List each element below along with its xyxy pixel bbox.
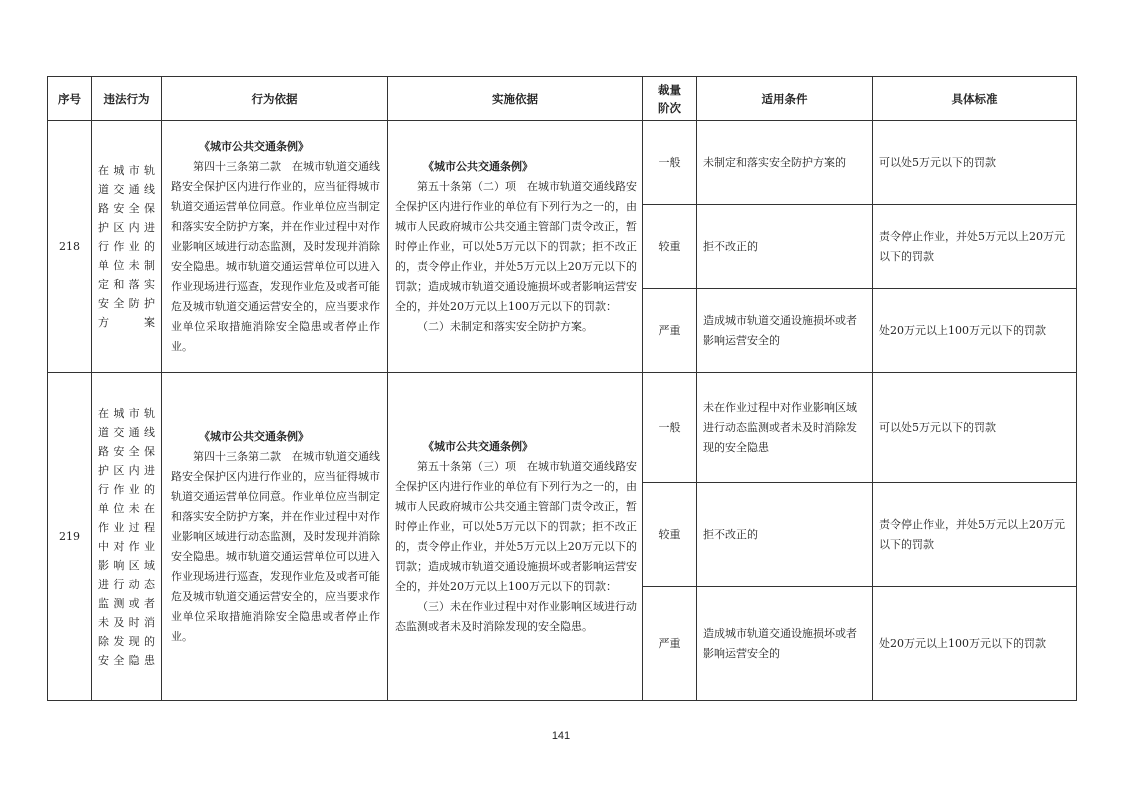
header-level-line2: 阶次	[658, 100, 681, 115]
table-body	[48, 121, 1077, 701]
impl-basis-cell	[388, 373, 643, 701]
act-basis-law: 《城市公共交通条例》	[199, 429, 309, 443]
violation-line: 道交通线	[98, 425, 155, 439]
violation-line: 作业过程	[98, 520, 155, 534]
standard-cell: 责令停止作业，并处5万元以上20万元以下的罚款	[873, 205, 1077, 289]
header-level	[643, 77, 697, 121]
violation-line: 定和落实	[98, 278, 155, 291]
violation-line: 路安全保	[98, 444, 155, 458]
condition-cell: 未在作业过程中对作业影响区域进行动态监测或者未及时消除发现的安全隐患	[697, 373, 873, 483]
violation-line: 道交通线	[98, 183, 155, 196]
violation-line: 路安全保	[98, 202, 155, 215]
level-cell: 一般	[643, 121, 697, 205]
header-condition: 适用条件	[697, 77, 873, 121]
header-violation: 违法行为	[92, 77, 162, 121]
violation-line: 安全防护	[98, 297, 155, 310]
level-cell: 一般	[643, 373, 697, 483]
standard-cell: 处20万元以上100万元以下的罚款	[873, 587, 1077, 701]
level-cell: 严重	[643, 289, 697, 373]
impl-basis-cell	[388, 121, 643, 373]
impl-basis-text: 第五十条第（三）项 在城市轨道交通线路安全保护区内进行作业的单位有下列行为之一的，由城市人民政府城市公共交通主管部门责令改正，暂时停止作业，可以处5万元以下的罚款；拒不改正的，责令停止作业，并处5万元以上20万元以下的罚款；造成城市轨道交通设施损坏或者影响运营安全的，并处20万元以上100万元以下的罚款：	[395, 459, 637, 593]
violation-line: 方案	[98, 316, 155, 329]
violation-line: 未及时消	[98, 615, 155, 629]
row-number: 219	[48, 373, 92, 701]
violation-line: 护区内进	[98, 463, 155, 477]
header-level-line1: 裁量	[658, 82, 681, 97]
act-basis-law: 《城市公共交通条例》	[199, 139, 309, 153]
violation-line: 监测或者	[98, 596, 155, 610]
standard-cell: 责令停止作业，并处5万元以上20万元以下的罚款	[873, 483, 1077, 587]
violation-line: 行作业的	[98, 482, 155, 496]
violation-line: 中对作业	[98, 539, 155, 553]
violation-line: 在城市轨	[98, 406, 155, 420]
condition-cell: 未制定和落实安全防护方案的	[697, 121, 873, 205]
violation-line: 单位未制	[98, 259, 155, 272]
header-row	[48, 77, 1077, 121]
impl-basis-law: 《城市公共交通条例》	[423, 159, 533, 173]
violation-line: 除发现的	[98, 634, 155, 648]
violation-line: 护区内进	[98, 221, 155, 234]
header-standard: 具体标准	[873, 77, 1077, 121]
level-cell: 较重	[643, 483, 697, 587]
impl-basis-text: 第五十条第（二）项 在城市轨道交通线路安全保护区内进行作业的单位有下列行为之一的，由城市人民政府城市公共交通主管部门责令改正，暂时停止作业，可以处5万元以下的罚款；拒不改正的，责令停止作业，并处5万元以上20万元以下的罚款；造成城市轨道交通设施损坏或者影响运营安全的，并处20万元以上100万元以下的罚款：	[395, 179, 637, 313]
violation-line: 安全隐患	[98, 653, 155, 667]
level-cell: 较重	[643, 205, 697, 289]
header-no: 序号	[48, 77, 92, 121]
condition-cell: 拒不改正的	[697, 205, 873, 289]
impl-basis-law: 《城市公共交通条例》	[423, 439, 533, 453]
condition-cell: 拒不改正的	[697, 483, 873, 587]
condition-cell: 造成城市轨道交通设施损坏或者影响运营安全的	[697, 289, 873, 373]
violation-line: 单位未在	[98, 501, 155, 515]
violation-cell	[92, 121, 162, 373]
act-basis-text: 第四十三条第二款 在城市轨道交通线路安全保护区内进行作业的，应当征得城市轨道交通运营单位同意。作业单位应当制定和落实安全防护方案，并在作业过程中对作业影响区域进行动态监测，及时发现并消除安全隐患。城市轨道交通运营单位可以进入作业现场进行巡查，发现作业危及或者可能危及城市轨道交通运营安全的，应当要求作业单位采取措施消除安全隐患或者停止作业。	[171, 449, 380, 643]
violation-line: 影响区域	[98, 558, 155, 572]
table-row	[48, 121, 1077, 205]
standard-cell: 可以处5万元以下的罚款	[873, 373, 1077, 483]
standard-cell: 可以处5万元以下的罚款	[873, 121, 1077, 205]
standard-cell: 处20万元以上100万元以下的罚款	[873, 289, 1077, 373]
violation-line: 在城市轨	[98, 164, 155, 177]
table-row	[48, 373, 1077, 483]
penalty-discretion-table	[47, 76, 1077, 701]
level-cell: 严重	[643, 587, 697, 701]
impl-basis-item: （二）未制定和落实安全防护方案。	[417, 319, 593, 333]
page-number: 141	[551, 730, 571, 742]
violation-line: 行作业的	[98, 240, 155, 253]
act-basis-text: 第四十三条第二款 在城市轨道交通线路安全保护区内进行作业的，应当征得城市轨道交通运营单位同意。作业单位应当制定和落实安全防护方案，并在作业过程中对作业影响区域进行动态监测，及时发现并消除安全隐患。城市轨道交通运营单位可以进入作业现场进行巡查，发现作业危及或者可能危及城市轨道交通运营安全的，应当要求作业单位采取措施消除安全隐患或者停止作业。	[171, 159, 380, 353]
violation-line: 进行动态	[98, 577, 155, 591]
condition-cell: 造成城市轨道交通设施损坏或者影响运营安全的	[697, 587, 873, 701]
violation-cell	[92, 373, 162, 701]
impl-basis-item: （三）未在作业过程中对作业影响区域进行动态监测或者未及时消除发现的安全隐患。	[395, 599, 637, 633]
act-basis-cell	[162, 373, 388, 701]
act-basis-cell	[162, 121, 388, 373]
header-impl-basis: 实施依据	[388, 77, 643, 121]
row-number: 218	[48, 121, 92, 373]
header-act-basis: 行为依据	[162, 77, 388, 121]
